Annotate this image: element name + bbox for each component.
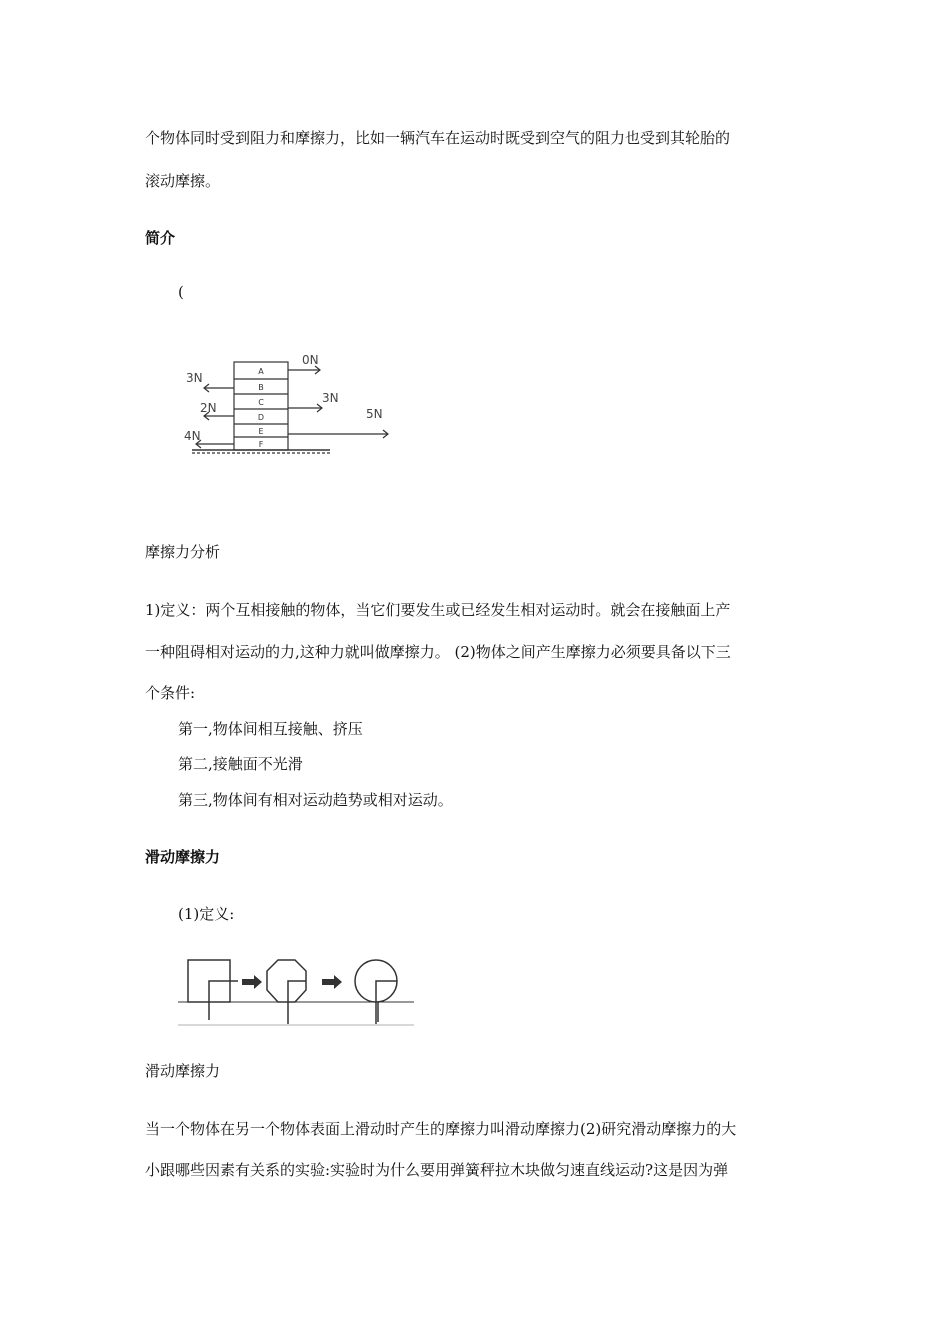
block-label-a: A xyxy=(258,367,264,376)
arrow-2-icon xyxy=(322,975,342,989)
intro-line-1: 个物体同时受到阻力和摩擦力，比如一辆汽车在运动时既受到空气的阻力也受到其轮胎的 xyxy=(145,129,731,147)
force-label-0n: 0N xyxy=(302,353,319,367)
block-label-c: C xyxy=(258,398,264,407)
heading-sliding-friction: 滑动摩擦力 xyxy=(145,848,221,866)
arrow-1-icon xyxy=(242,975,262,989)
force-label-5n: 5N xyxy=(366,407,383,421)
condition-2: 第二,接触面不光滑 xyxy=(178,755,303,773)
sliding-line-2: 小跟哪些因素有关系的实验:实验时为什么要用弹簧秤拉木块做匀速直线运动?这是因为弹 xyxy=(145,1161,729,1179)
block-label-d: D xyxy=(257,413,265,422)
force-label-2n: 2N xyxy=(200,401,217,415)
force-label-4n: 4N xyxy=(184,429,201,443)
sliding-line-1: 当一个物体在另一个物体表面上滑动时产生的摩擦力叫滑动摩擦力(2)研究滑动摩擦力的大 xyxy=(145,1120,737,1138)
open-paren: ( xyxy=(178,283,184,301)
condition-1: 第一,物体间相互接触、挤压 xyxy=(178,720,363,738)
condition-3: 第三,物体间有相对运动趋势或相对运动。 xyxy=(178,791,453,809)
definition-line-3: 个条件: xyxy=(145,684,196,702)
force-label-3n-right: 3N xyxy=(322,391,339,405)
force-label-3n-left: 3N xyxy=(186,371,203,385)
block-label-f: F xyxy=(258,440,264,449)
sliding-subdefinition: (1)定义: xyxy=(178,905,235,923)
definition-line-2: 一种阻碍相对运动的力,这种力就叫做摩擦力。 (2)物体之间产生摩擦力必须要具备以下三 xyxy=(145,643,731,661)
friction-analysis-figure xyxy=(170,352,400,472)
block-label-b: B xyxy=(258,383,264,392)
block-label-e: E xyxy=(258,427,264,436)
figure2-caption: 滑动摩擦力 xyxy=(145,1062,221,1080)
figure1-caption: 摩擦力分析 xyxy=(145,543,221,561)
shape-rolling-figure xyxy=(178,952,418,1030)
heading-jianjie: 简介 xyxy=(145,229,176,247)
definition-line-1: 1)定义：两个互相接触的物体，当它们要发生或已经发生相对运动时。就会在接触面上产 xyxy=(145,601,731,619)
intro-line-2: 滚动摩擦。 xyxy=(145,172,221,190)
